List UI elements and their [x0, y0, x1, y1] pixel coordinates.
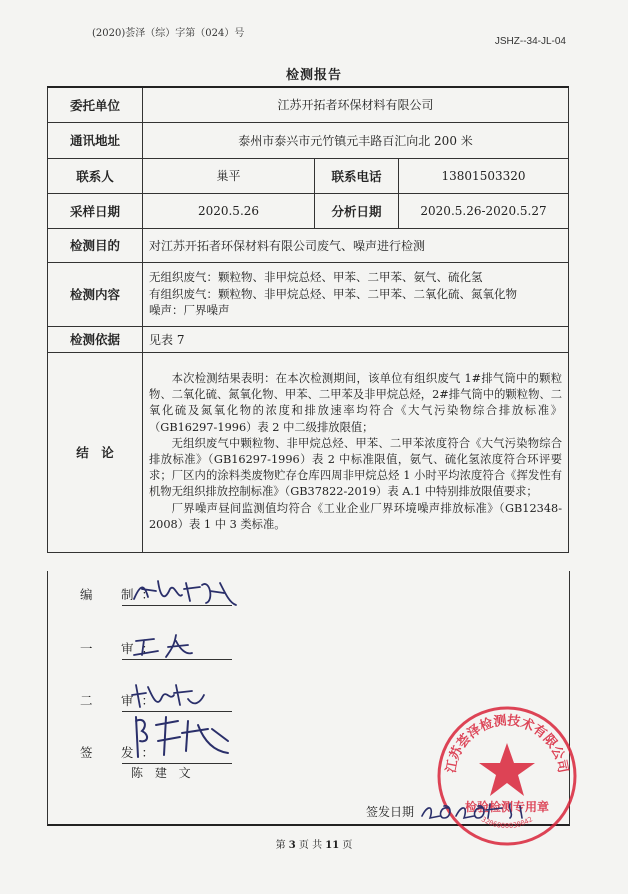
seal-text-path: 江苏荟泽检测技术有限公司 — [443, 713, 571, 775]
table-row-content — [48, 262, 569, 326]
form-code: JSHZ--34-JL-04 — [494, 36, 566, 47]
issuer-printed-name: 陈 建 文 — [131, 766, 195, 780]
address-value: 泰州市泰兴市元竹镇元丰路百汇向北 200 米 — [143, 122, 569, 158]
analysis-date-value: 2020.5.26-2020.5.27 — [399, 193, 569, 228]
basis-label: 检测依据 — [48, 326, 143, 352]
reviewer1-signature — [130, 629, 230, 663]
issuer-label: 签 发： — [80, 745, 163, 760]
signature-area — [47, 571, 571, 831]
company-seal — [432, 701, 582, 851]
seal-subtext: 检验检测专用章 — [464, 800, 550, 814]
purpose-value: 对江苏开拓者环保材料有限公司废气、噪声进行检测 — [143, 228, 569, 262]
content-value — [143, 262, 569, 326]
phone-value: 13801503320 — [399, 158, 569, 193]
compiler-signature — [130, 575, 240, 609]
total-pages: 11 — [325, 840, 340, 851]
address-label: 通讯地址 — [48, 122, 143, 158]
conclusion-label: 结 论 — [48, 352, 143, 552]
footer-mid: 页 共 — [298, 840, 323, 851]
table-row-purpose — [48, 228, 569, 262]
report-title: 检测报告 — [285, 68, 342, 83]
table-row-conclusion — [48, 352, 569, 552]
page-footer — [0, 836, 628, 851]
issue-date — [366, 800, 538, 822]
analysis-date-label: 分析日期 — [315, 193, 399, 228]
issue-date-label: 签发日期 — [366, 805, 415, 819]
client-value: 江苏开拓者环保材料有限公司 — [143, 87, 569, 122]
client-label: 委托单位 — [48, 87, 143, 122]
sample-date-label: 采样日期 — [48, 193, 143, 228]
current-page: 3 — [288, 840, 296, 851]
conclusion-paragraph: 本次检测结果表明：在本次检测期间，该单位有组织废气 1#排气筒中的颗粒物、二氧化硫、氮氧化物、甲苯、二甲苯及非甲烷总烃，2#排气筒中的颗粒物、二氧化硫及氮氧化物的浓度和排放速率均符合《大气污染物综合排放标准》（GB16297-1996）表 2 中二级排放限值； — [149, 371, 563, 434]
reviewer2-label: 二 审： — [80, 693, 163, 708]
reviewer1-label: 一 审： — [80, 641, 163, 656]
purpose-label: 检测目的 — [48, 228, 143, 262]
contact-value: 巢平 — [143, 158, 315, 193]
table-row-address — [48, 122, 569, 158]
basis-value: 见表 7 — [143, 326, 569, 352]
table-row-dates — [48, 193, 569, 228]
table-row-contact — [48, 158, 569, 193]
reviewer2-signature — [130, 677, 230, 713]
table-row-client — [48, 87, 569, 122]
content-line: 噪声：厂界噪声 — [149, 303, 230, 318]
document-number: (2020)荟泽（综）字第（024）号 — [92, 28, 245, 39]
phone-label: 联系电话 — [315, 158, 399, 193]
conclusion-paragraph: 无组织废气中颗粒物、非甲烷总烃、甲苯、二甲苯浓度符合《大气污染物综合排放标准》（GB16297-1996）表 2 中标准限值，氨气、硫化氢浓度符合环评要求；厂区内的涂料类废物贮存仓库四周非甲烷总烃 1 小时平均浓度符合《挥发性有机物无组织排放控制标准》（GB37822-2019）表 A.1 中特别排放限值要求； — [149, 436, 563, 499]
conclusion-paragraph: 厂界噪声昼间监测值均符合《工业企业厂界环境噪声排放标准》（GB12348-2008）表 1 中 3 类标准。 — [149, 501, 563, 531]
issue-date-handwritten — [418, 800, 538, 822]
issuer-signature — [128, 711, 248, 761]
footer-suffix: 页 — [342, 840, 353, 851]
content-line: 无组织废气：颗粒物、非甲烷总烃、甲苯、二甲苯、氨气、硫化氢 — [149, 270, 483, 285]
compiler-label: 编 制： — [80, 587, 163, 602]
contact-label: 联系人 — [48, 158, 143, 193]
content-line: 有组织废气：颗粒物、非甲烷总烃、甲苯、二甲苯、二氧化硫、氮氧化物 — [149, 286, 517, 301]
sample-date-value: 2020.5.26 — [143, 193, 315, 228]
report-table — [47, 86, 569, 553]
footer-prefix: 第 — [275, 840, 286, 851]
content-label: 检测内容 — [48, 262, 143, 326]
seal-code-path: 3206000030042 — [479, 815, 535, 831]
table-row-basis — [48, 326, 569, 352]
conclusion-value — [143, 352, 569, 552]
